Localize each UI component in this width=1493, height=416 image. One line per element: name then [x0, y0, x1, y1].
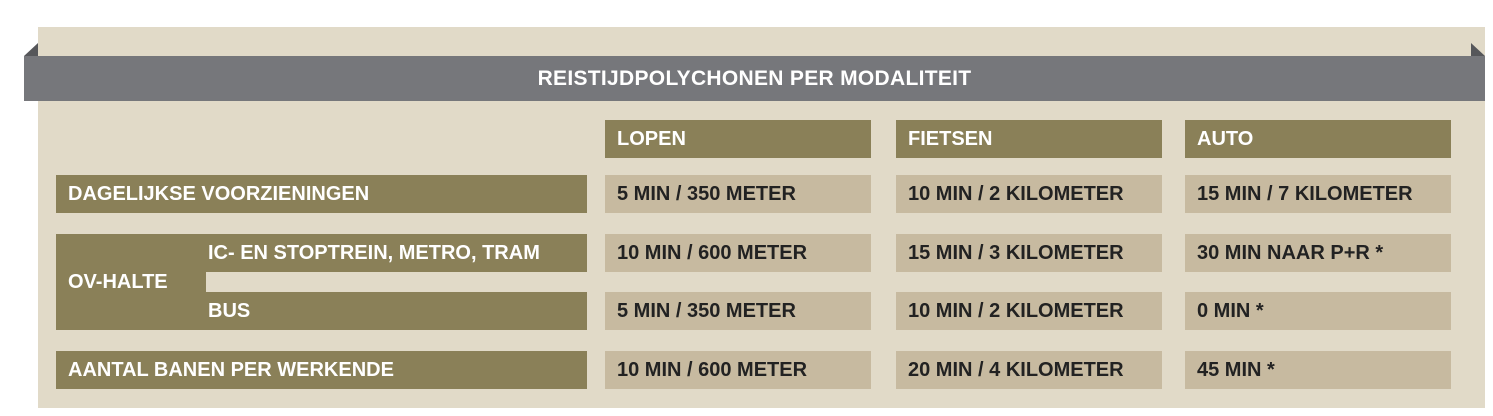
column-header-auto: AUTO: [1185, 120, 1451, 158]
table-cell: 45 MIN *: [1185, 351, 1451, 389]
table-cell: 20 MIN / 4 KILOMETER: [896, 351, 1162, 389]
table-cell: 10 MIN / 600 METER: [605, 234, 871, 272]
table-cell: 10 MIN / 2 KILOMETER: [896, 292, 1162, 330]
table-cell: 15 MIN / 7 KILOMETER: [1185, 175, 1451, 213]
row-label-trein-metro-tram: IC- EN STOPTREIN, METRO, TRAM: [196, 234, 587, 272]
table-cell: 5 MIN / 350 METER: [605, 292, 871, 330]
column-header-fietsen: FIETSEN: [896, 120, 1162, 158]
banner-fold-left: [24, 43, 38, 56]
table-cell: 10 MIN / 2 KILOMETER: [896, 175, 1162, 213]
row-group-ov-halte: OV-HALTE: [56, 234, 206, 330]
table-cell: 30 MIN NAAR P+R *: [1185, 234, 1451, 272]
row-label-aantal-banen: AANTAL BANEN PER WERKENDE: [56, 351, 587, 389]
table-cell: 10 MIN / 600 METER: [605, 351, 871, 389]
table-title: REISTIJDPOLYCHONEN PER MODALITEIT: [24, 56, 1485, 101]
row-label-dagelijkse-voorzieningen: DAGELIJKSE VOORZIENINGEN: [56, 175, 587, 213]
table-cell: 15 MIN / 3 KILOMETER: [896, 234, 1162, 272]
table-cell: 5 MIN / 350 METER: [605, 175, 871, 213]
banner-fold-right: [1471, 43, 1485, 56]
column-header-lopen: LOPEN: [605, 120, 871, 158]
table-cell: 0 MIN *: [1185, 292, 1451, 330]
row-label-bus: BUS: [196, 292, 587, 330]
